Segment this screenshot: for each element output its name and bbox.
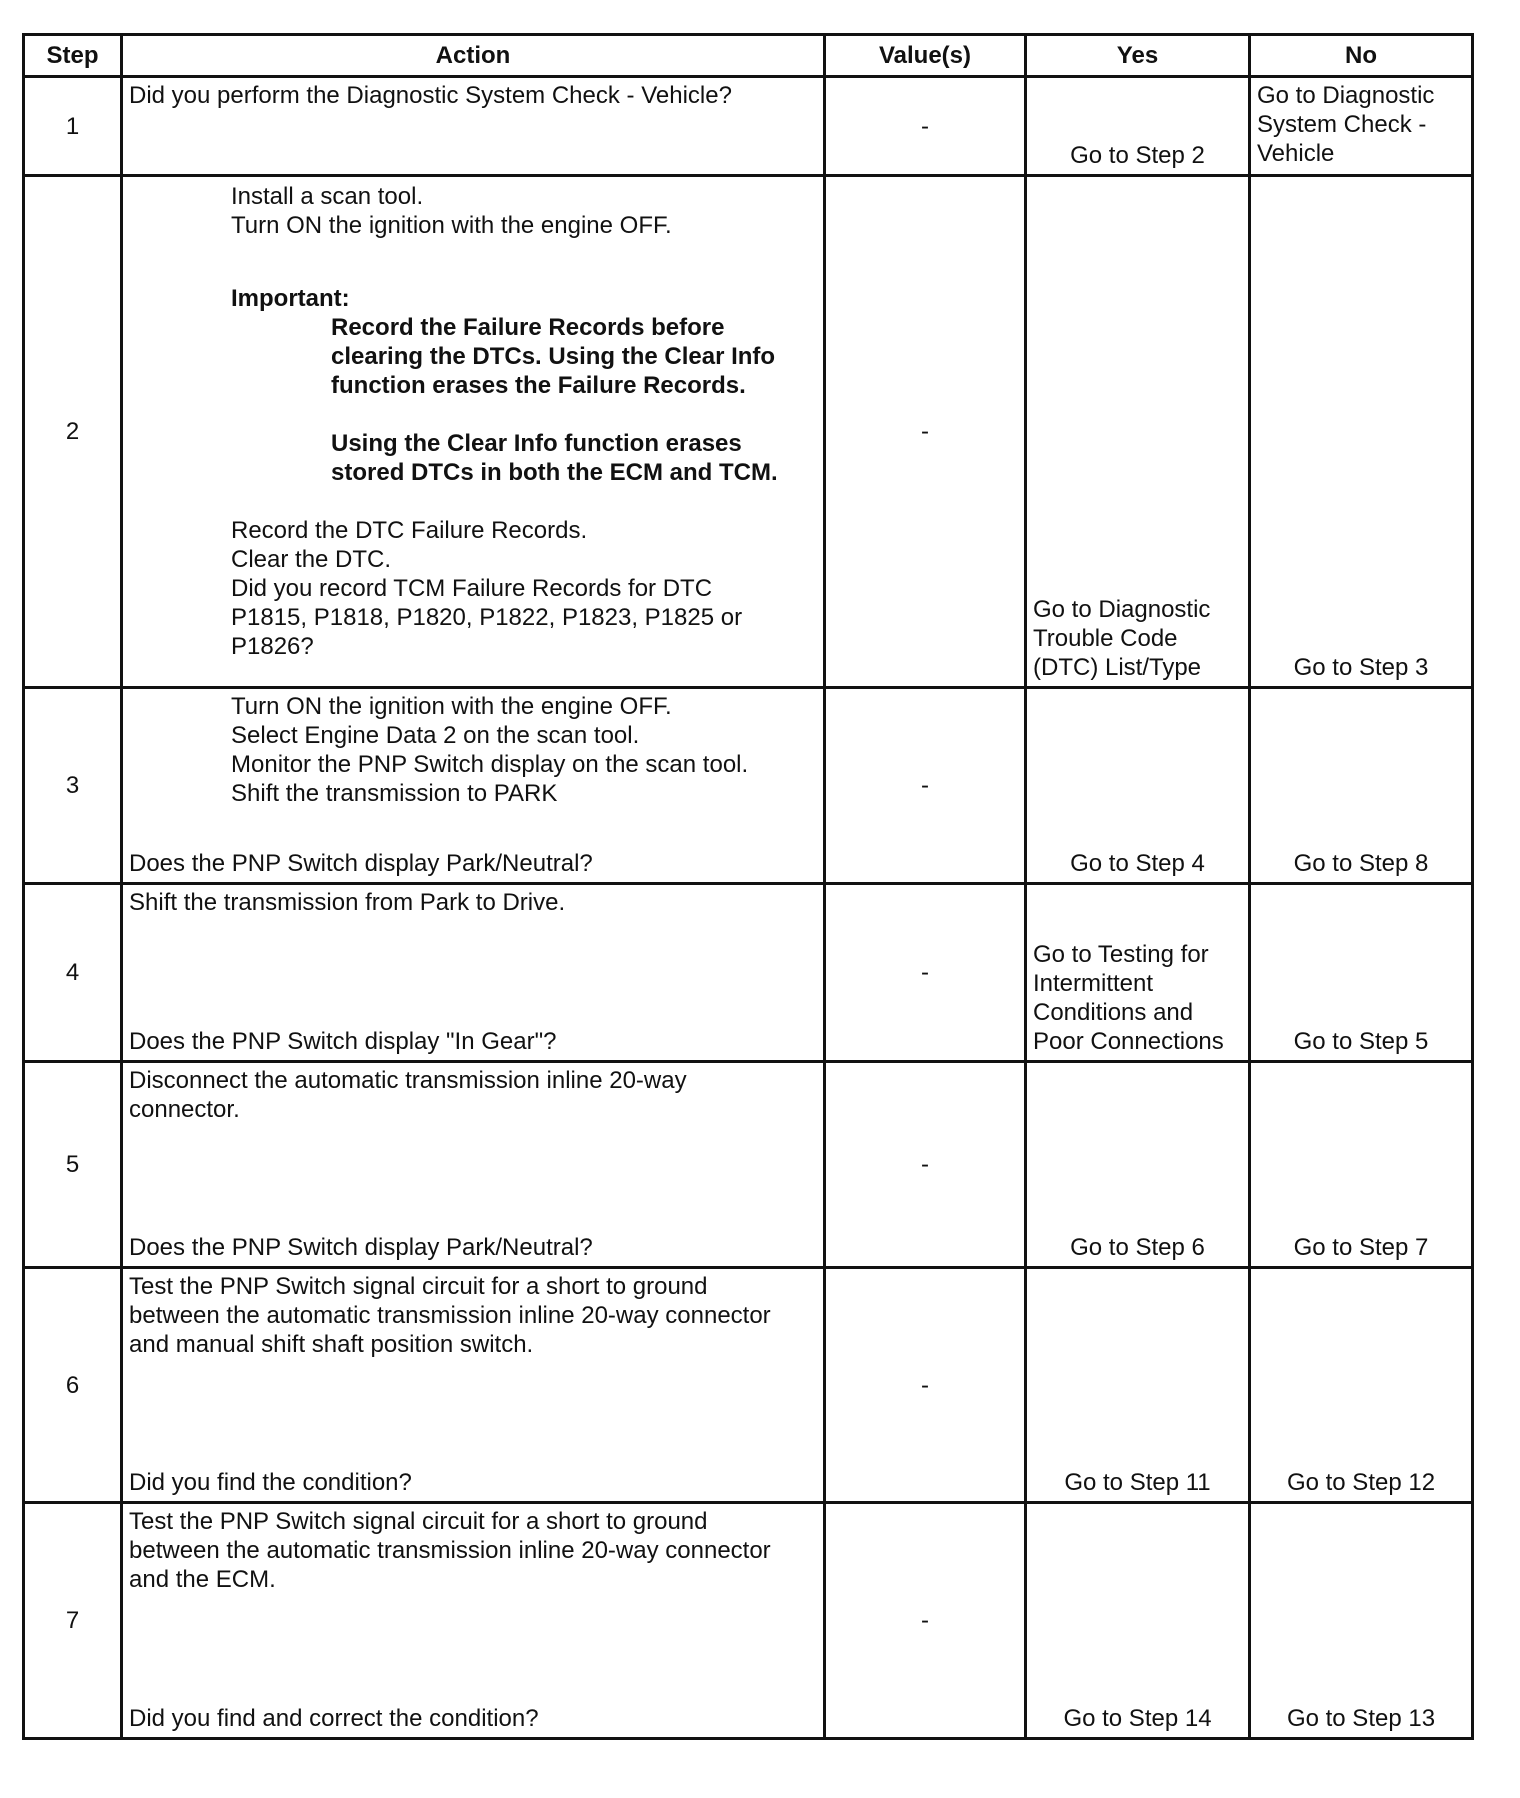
value-cell: - bbox=[825, 884, 1026, 1062]
header-values: Value(s) bbox=[825, 35, 1026, 77]
yes-link[interactable]: Go to Step 11 bbox=[1064, 1469, 1211, 1496]
header-row bbox=[24, 35, 1473, 77]
yes-cell bbox=[1026, 1062, 1250, 1268]
action-line: connector. bbox=[129, 1096, 240, 1123]
step-number: 4 bbox=[24, 884, 122, 1062]
table-row bbox=[24, 688, 1473, 884]
step-number: 3 bbox=[24, 688, 122, 884]
action-line: P1815, P1818, P1820, P1822, P1823, P1825 or bbox=[231, 604, 743, 631]
yes-cell bbox=[1026, 1268, 1250, 1503]
step-number: 6 bbox=[24, 1268, 122, 1503]
yes-link-line[interactable]: Trouble Code bbox=[1033, 625, 1178, 652]
yes-link[interactable]: Go to Step 4 bbox=[1070, 850, 1205, 877]
yes-link-line[interactable]: Conditions and bbox=[1033, 999, 1194, 1026]
step-number: 5 bbox=[24, 1062, 122, 1268]
action-question: Does the PNP Switch display "In Gear"? bbox=[129, 1028, 557, 1055]
step-number: 7 bbox=[24, 1503, 122, 1739]
action-cell bbox=[122, 77, 825, 176]
action-line: Install a scan tool. bbox=[231, 183, 424, 210]
value-cell: - bbox=[825, 77, 1026, 176]
yes-cell bbox=[1026, 1503, 1250, 1739]
action-question: Did you find the condition? bbox=[129, 1469, 412, 1496]
step-number: 2 bbox=[24, 176, 122, 688]
action-line: and manual shift shaft position switch. bbox=[129, 1331, 534, 1358]
action-cell bbox=[122, 1268, 825, 1503]
action-question: Does the PNP Switch display Park/Neutral? bbox=[129, 1234, 593, 1261]
important-note: clearing the DTCs. Using the Clear Info bbox=[331, 343, 776, 370]
no-link-line[interactable]: System Check - bbox=[1257, 111, 1427, 138]
action-line: between the automatic transmission inline 20-way connector bbox=[129, 1302, 771, 1329]
no-cell bbox=[1250, 688, 1473, 884]
action-line: Did you record TCM Failure Records for DTC bbox=[231, 575, 713, 602]
action-cell bbox=[122, 176, 825, 688]
no-cell bbox=[1250, 884, 1473, 1062]
header-yes: Yes bbox=[1026, 35, 1250, 77]
action-line: Disconnect the automatic transmission inline 20-way bbox=[129, 1067, 687, 1094]
no-cell bbox=[1250, 1062, 1473, 1268]
action-line: Turn ON the ignition with the engine OFF. bbox=[231, 693, 672, 720]
value-cell: - bbox=[825, 176, 1026, 688]
important-note: stored DTCs in both the ECM and TCM. bbox=[331, 459, 778, 486]
value-cell: - bbox=[825, 688, 1026, 884]
table-row bbox=[24, 1062, 1473, 1268]
action-line: and the ECM. bbox=[129, 1566, 276, 1593]
table-row bbox=[24, 1503, 1473, 1739]
table-row bbox=[24, 884, 1473, 1062]
yes-link-line[interactable]: Poor Connections bbox=[1033, 1028, 1224, 1055]
yes-link-line[interactable]: (DTC) List/Type bbox=[1033, 654, 1202, 681]
action-line: between the automatic transmission inline 20-way connector bbox=[129, 1537, 771, 1564]
step-number: 1 bbox=[24, 77, 122, 176]
no-link[interactable]: Go to Step 13 bbox=[1286, 1705, 1436, 1732]
action-cell bbox=[122, 688, 825, 884]
no-link-line[interactable]: Vehicle bbox=[1257, 140, 1335, 167]
no-link-line[interactable]: Go to Diagnostic bbox=[1257, 82, 1435, 109]
action-line: Shift the transmission to PARK bbox=[231, 780, 558, 807]
no-link[interactable]: Go to Step 3 bbox=[1293, 654, 1429, 681]
value-cell: - bbox=[825, 1503, 1026, 1739]
yes-cell bbox=[1026, 688, 1250, 884]
action-line: Shift the transmission from Park to Drive. bbox=[129, 889, 566, 916]
action-question: Does the PNP Switch display Park/Neutral? bbox=[129, 850, 593, 877]
action-line: P1826? bbox=[231, 633, 314, 660]
action-cell bbox=[122, 1062, 825, 1268]
action-cell bbox=[122, 884, 825, 1062]
yes-cell bbox=[1026, 884, 1250, 1062]
yes-link-line[interactable]: Intermittent bbox=[1033, 970, 1154, 997]
important-label: Important: bbox=[231, 285, 350, 312]
no-link[interactable]: Go to Step 7 bbox=[1293, 1234, 1429, 1261]
action-cell bbox=[122, 1503, 825, 1739]
table-row bbox=[24, 176, 1473, 688]
action-line: Select Engine Data 2 on the scan tool. bbox=[231, 722, 640, 749]
action-line: Record the DTC Failure Records. bbox=[231, 517, 588, 544]
yes-link[interactable]: Go to Step 14 bbox=[1063, 1705, 1212, 1732]
important-note: function erases the Failure Records. bbox=[331, 372, 746, 399]
action-line: Test the PNP Switch signal circuit for a short to ground bbox=[129, 1273, 708, 1300]
yes-cell bbox=[1026, 176, 1250, 688]
action-line: Did you perform the Diagnostic System Check - Vehicle? bbox=[129, 82, 732, 109]
important-note: Record the Failure Records before bbox=[331, 314, 725, 341]
important-note: Using the Clear Info function erases bbox=[331, 430, 742, 457]
header-step: Step bbox=[24, 35, 122, 77]
action-line: Clear the DTC. bbox=[231, 546, 392, 573]
header-action: Action bbox=[122, 35, 825, 77]
value-cell: - bbox=[825, 1062, 1026, 1268]
no-link[interactable]: Go to Step 12 bbox=[1286, 1469, 1436, 1496]
action-question: Did you find and correct the condition? bbox=[129, 1705, 539, 1732]
action-line: Monitor the PNP Switch display on the scan tool. bbox=[231, 751, 749, 778]
yes-link-line[interactable]: Go to Testing for bbox=[1033, 941, 1209, 968]
no-link[interactable]: Go to Step 8 bbox=[1293, 850, 1429, 877]
yes-cell bbox=[1026, 77, 1250, 176]
yes-link-line[interactable]: Go to Diagnostic bbox=[1033, 596, 1211, 623]
no-cell bbox=[1250, 77, 1473, 176]
value-cell: - bbox=[825, 1268, 1026, 1503]
header-no: No bbox=[1250, 35, 1473, 77]
table-row bbox=[24, 77, 1473, 176]
no-cell bbox=[1250, 1503, 1473, 1739]
action-line: Test the PNP Switch signal circuit for a short to ground bbox=[129, 1508, 708, 1535]
diagnostic-table bbox=[22, 33, 1474, 1740]
no-cell bbox=[1250, 176, 1473, 688]
table-row bbox=[24, 1268, 1473, 1503]
no-link[interactable]: Go to Step 5 bbox=[1293, 1028, 1429, 1055]
yes-link[interactable]: Go to Step 6 bbox=[1070, 1234, 1205, 1261]
no-cell bbox=[1250, 1268, 1473, 1503]
action-line: Turn ON the ignition with the engine OFF. bbox=[231, 212, 672, 239]
yes-link[interactable]: Go to Step 2 bbox=[1070, 142, 1205, 169]
